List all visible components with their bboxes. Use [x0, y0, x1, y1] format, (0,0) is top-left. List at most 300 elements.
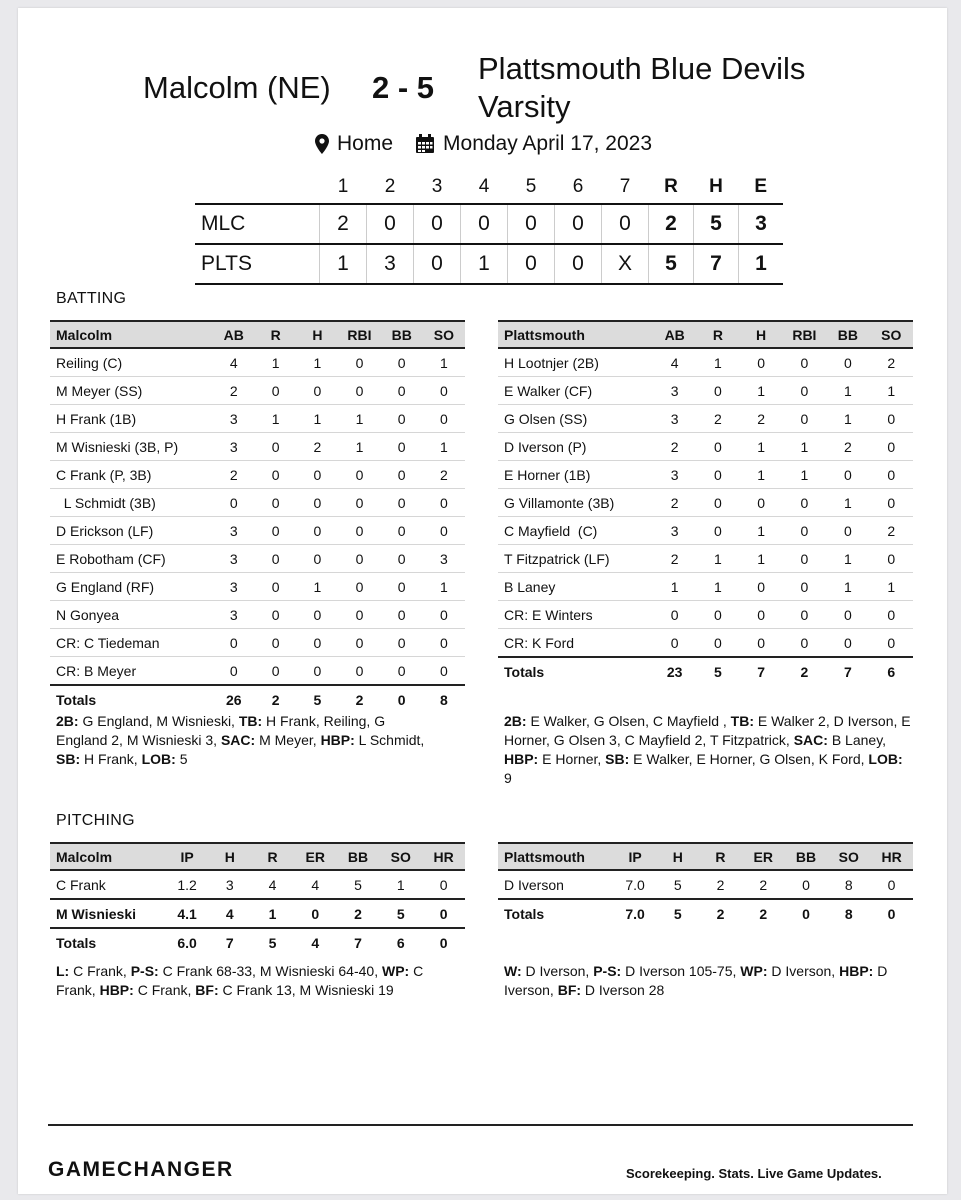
- player-name: E Walker (CF): [498, 377, 653, 405]
- stat-value: 0: [740, 489, 783, 517]
- stat-column-header: ER: [294, 843, 337, 870]
- stat-value: 0: [783, 545, 826, 573]
- totals-value: 2: [699, 899, 742, 927]
- stat-value: 0: [826, 461, 869, 489]
- totals-value: 23: [653, 657, 696, 685]
- stat-column-header: H: [740, 321, 783, 348]
- note-text: E Walker, G Olsen, C Mayfield ,: [526, 713, 731, 729]
- player-row: [50, 348, 465, 377]
- line-score-team: PLTS: [201, 252, 252, 275]
- stat-value: 0: [870, 601, 913, 629]
- stat-value: 0: [381, 573, 423, 601]
- stat-value: 1: [783, 461, 826, 489]
- stat-value: 2: [653, 545, 696, 573]
- stat-value: 0: [338, 461, 380, 489]
- stat-value: 0: [255, 517, 297, 545]
- stat-value: 0: [255, 433, 297, 461]
- player-row: [50, 899, 465, 928]
- note-label: P-S:: [130, 963, 159, 979]
- player-name: CR: B Meyer: [50, 657, 213, 686]
- stat-value: 3: [653, 377, 696, 405]
- stat-column-header: BB: [785, 843, 828, 870]
- player-name: G Olsen (SS): [498, 405, 653, 433]
- player-name: D Erickson (LF): [50, 517, 213, 545]
- player-row: [498, 517, 913, 545]
- stat-column-header: IP: [166, 843, 209, 870]
- note-label: HBP:: [320, 732, 355, 748]
- stat-column-header: SO: [379, 843, 422, 870]
- stat-value: 0: [826, 629, 869, 658]
- game-date: Monday April 17, 2023: [443, 132, 653, 155]
- stat-value: 0: [338, 657, 380, 686]
- stat-header-row: [50, 843, 465, 870]
- batting-notes-home: [504, 712, 914, 788]
- inning-score: 0: [414, 244, 461, 284]
- totals-label: Totals: [498, 899, 614, 927]
- stat-value: 1: [826, 573, 869, 601]
- stat-value: 0: [255, 461, 297, 489]
- note-text: H Frank, Reiling, G England 2, M Wisnieski 3,: [56, 713, 386, 748]
- stat-value: 3: [653, 517, 696, 545]
- note-text: C Frank 68-33, M Wisnieski 64-40,: [158, 963, 382, 979]
- totals-value: 2: [783, 657, 826, 685]
- totals-value: 0: [381, 685, 423, 713]
- stat-value: 2: [742, 870, 785, 899]
- inning-score: 0: [555, 204, 602, 244]
- stat-column-header: RBI: [338, 321, 380, 348]
- note-label: BF:: [195, 982, 219, 998]
- batting-table-away: [50, 320, 465, 713]
- stat-value: 0: [783, 377, 826, 405]
- line-score-header: [195, 170, 783, 204]
- player-name: M Wisnieski (3B, P): [50, 433, 213, 461]
- note-text: C Frank,: [69, 963, 131, 979]
- footer-tagline: Scorekeeping. Stats. Live Game Updates.: [626, 1166, 882, 1181]
- note-label: HBP:: [504, 751, 539, 767]
- player-name: L Schmidt (3B): [50, 489, 213, 517]
- stat-value: 4: [653, 348, 696, 377]
- note-text: E Walker 2, D Iverson, E Horner, G Olsen 3, C Mayfield 2, T Fitzpatrick,: [504, 713, 911, 748]
- player-row: [50, 573, 465, 601]
- stat-value: 0: [826, 517, 869, 545]
- player-row: [498, 870, 913, 899]
- stat-value: 1: [826, 405, 869, 433]
- stat-value: 0: [381, 405, 423, 433]
- note-label: WP:: [381, 963, 410, 979]
- note-text: C Frank 13, M Wisnieski 19: [218, 982, 394, 998]
- stat-value: 1: [297, 348, 339, 377]
- stat-value: 1: [423, 348, 465, 377]
- pitching-section-title: PITCHING: [56, 812, 135, 829]
- line-score-table: [195, 170, 783, 285]
- totals-value: 7.0: [614, 899, 657, 927]
- stat-column-header: BB: [381, 321, 423, 348]
- player-row: [498, 545, 913, 573]
- batting-table-home: [498, 320, 913, 685]
- player-name: M Wisnieski: [50, 899, 166, 928]
- runs-header: R: [664, 175, 678, 197]
- stat-value: 0: [381, 657, 423, 686]
- inning-score: 0: [508, 204, 555, 244]
- player-name: E Robotham (CF): [50, 545, 213, 573]
- player-row: [50, 461, 465, 489]
- stat-value: 0: [696, 377, 739, 405]
- footer-divider: [48, 1124, 913, 1126]
- player-name: C Frank (P, 3B): [50, 461, 213, 489]
- player-name: B Laney: [498, 573, 653, 601]
- note-text: L Schmidt,: [354, 732, 425, 748]
- stat-value: 2: [699, 870, 742, 899]
- stat-value: 0: [297, 601, 339, 629]
- map-pin-icon: [315, 134, 329, 154]
- note-label: W:: [504, 963, 522, 979]
- player-row: [50, 629, 465, 657]
- stat-value: 0: [338, 545, 380, 573]
- note-text: D Iverson 28: [581, 982, 665, 998]
- line-score-total: 1: [739, 244, 784, 284]
- stat-value: 1: [740, 517, 783, 545]
- player-row: [50, 377, 465, 405]
- stat-value: 0: [381, 348, 423, 377]
- player-row: [498, 348, 913, 377]
- inning-score: 0: [555, 244, 602, 284]
- note-text: E Horner,: [538, 751, 606, 767]
- player-row: [498, 461, 913, 489]
- stat-value: 0: [294, 899, 337, 928]
- stat-value: 0: [213, 629, 255, 657]
- team-column-header: Malcolm: [50, 321, 213, 348]
- player-row: [498, 573, 913, 601]
- stat-value: 0: [381, 517, 423, 545]
- line-score-row: [195, 204, 783, 244]
- inning-score: 0: [367, 204, 414, 244]
- stat-column-header: BB: [826, 321, 869, 348]
- player-name: T Fitzpatrick (LF): [498, 545, 653, 573]
- inning-header: 7: [619, 175, 631, 197]
- team-column-header: Malcolm: [50, 843, 166, 870]
- totals-value: 8: [423, 685, 465, 713]
- stat-value: 0: [213, 489, 255, 517]
- totals-value: 7: [337, 928, 380, 956]
- stat-value: 0: [381, 377, 423, 405]
- stat-value: 0: [696, 433, 739, 461]
- stat-value: 3: [653, 461, 696, 489]
- player-name: CR: E Winters: [498, 601, 653, 629]
- stat-column-header: ER: [742, 843, 785, 870]
- boxscore-sheet: [18, 8, 947, 1194]
- player-row: [50, 545, 465, 573]
- player-row: [50, 405, 465, 433]
- stat-value: 1: [423, 433, 465, 461]
- stat-value: 0: [783, 629, 826, 658]
- stat-value: 0: [783, 489, 826, 517]
- totals-value: 6.0: [166, 928, 209, 956]
- stat-value: 1: [255, 348, 297, 377]
- stat-column-header: SO: [870, 321, 913, 348]
- stat-value: 0: [381, 489, 423, 517]
- stat-value: 0: [870, 629, 913, 658]
- stat-value: 1: [251, 899, 294, 928]
- stat-column-header: HR: [870, 843, 913, 870]
- stat-value: 0: [653, 601, 696, 629]
- stat-value: 0: [423, 377, 465, 405]
- note-label: HBP:: [839, 963, 874, 979]
- player-row: [50, 601, 465, 629]
- player-name: C Frank: [50, 870, 166, 899]
- note-label: TB:: [238, 713, 263, 729]
- stat-value: 3: [213, 601, 255, 629]
- stat-value: 3: [423, 545, 465, 573]
- stat-value: 0: [297, 517, 339, 545]
- stat-value: 2: [297, 433, 339, 461]
- line-score-total: 5: [649, 244, 694, 284]
- stat-value: 1: [696, 573, 739, 601]
- stat-value: 0: [255, 657, 297, 686]
- player-name: H Lootnjer (2B): [498, 348, 653, 377]
- totals-value: 5: [696, 657, 739, 685]
- stat-value: 0: [338, 377, 380, 405]
- stat-value: 1: [696, 545, 739, 573]
- stat-value: 1: [740, 461, 783, 489]
- note-label: TB:: [730, 713, 754, 729]
- inning-score: 2: [320, 204, 367, 244]
- inning-header: 3: [431, 175, 443, 197]
- stat-value: 0: [338, 573, 380, 601]
- note-label: 2B:: [504, 713, 527, 729]
- totals-value: 7: [826, 657, 869, 685]
- note-label: P-S:: [593, 963, 622, 979]
- note-label: LOB:: [141, 751, 176, 767]
- stat-column-header: RBI: [783, 321, 826, 348]
- totals-value: 5: [297, 685, 339, 713]
- note-text: C Frank,: [133, 982, 196, 998]
- stat-value: 2: [213, 461, 255, 489]
- player-name: CR: K Ford: [498, 629, 653, 658]
- totals-value: 7: [740, 657, 783, 685]
- player-name: Reiling (C): [50, 348, 213, 377]
- stat-value: 2: [826, 433, 869, 461]
- home-team-name: Plattsmouth Blue Devils Varsity: [478, 51, 806, 124]
- stat-value: 0: [381, 601, 423, 629]
- stat-value: 5: [337, 870, 380, 899]
- player-name: C Mayfield (C): [498, 517, 653, 545]
- totals-value: 5: [656, 899, 699, 927]
- stat-value: 1: [870, 573, 913, 601]
- team-column-header: Plattsmouth: [498, 321, 653, 348]
- stat-value: 0: [870, 461, 913, 489]
- player-row: [498, 489, 913, 517]
- stat-value: 1: [297, 573, 339, 601]
- note-text: M Meyer,: [255, 732, 321, 748]
- stat-column-header: BB: [337, 843, 380, 870]
- stat-column-header: R: [696, 321, 739, 348]
- stat-column-header: H: [656, 843, 699, 870]
- stat-value: 1: [297, 405, 339, 433]
- note-label: L:: [56, 963, 70, 979]
- location-text: Home: [337, 132, 394, 155]
- pitching-notes-away: [56, 962, 446, 1000]
- totals-value: 6: [870, 657, 913, 685]
- note-text: B Laney,: [827, 732, 887, 748]
- stat-value: 0: [785, 870, 828, 899]
- stat-value: 0: [826, 601, 869, 629]
- stat-value: 1: [379, 870, 422, 899]
- stat-value: 5: [656, 870, 699, 899]
- stat-value: 0: [255, 545, 297, 573]
- stat-value: 0: [338, 348, 380, 377]
- stat-value: 0: [870, 489, 913, 517]
- line-score-total: 3: [739, 204, 784, 244]
- player-row: [50, 433, 465, 461]
- stat-value: 1: [740, 545, 783, 573]
- stat-value: 1: [696, 348, 739, 377]
- stat-value: 2: [696, 405, 739, 433]
- stat-value: 0: [255, 377, 297, 405]
- player-name: E Horner (1B): [498, 461, 653, 489]
- inning-score: 1: [461, 244, 508, 284]
- note-text: D Iverson 105-75,: [621, 963, 741, 979]
- stat-value: 1: [783, 433, 826, 461]
- totals-value: 6: [379, 928, 422, 956]
- stat-value: 0: [381, 545, 423, 573]
- stat-value: 3: [653, 405, 696, 433]
- stat-value: 0: [423, 657, 465, 686]
- stat-value: 1: [826, 377, 869, 405]
- stat-column-header: R: [251, 843, 294, 870]
- stat-value: 0: [423, 405, 465, 433]
- stat-value: 0: [740, 348, 783, 377]
- stat-value: 0: [338, 489, 380, 517]
- inning-score: 3: [367, 244, 414, 284]
- stat-value: 2: [423, 461, 465, 489]
- player-row: [498, 601, 913, 629]
- stat-value: 0: [696, 601, 739, 629]
- errors-header: E: [754, 175, 768, 197]
- stat-value: 0: [422, 899, 465, 928]
- player-name: D Iverson (P): [498, 433, 653, 461]
- totals-label: Totals: [50, 685, 213, 713]
- stat-value: 2: [653, 433, 696, 461]
- stat-column-header: SO: [827, 843, 870, 870]
- final-score: 2 - 5: [372, 70, 435, 105]
- note-label: SAC:: [793, 732, 828, 748]
- player-name: D Iverson: [498, 870, 614, 899]
- player-row: [50, 870, 465, 899]
- stat-value: 5: [379, 899, 422, 928]
- stat-value: 3: [213, 405, 255, 433]
- stat-value: 0: [255, 489, 297, 517]
- stat-value: 0: [653, 629, 696, 658]
- stat-value: 2: [740, 405, 783, 433]
- stat-value: 2: [337, 899, 380, 928]
- gamechanger-logo: GAMECHANGER: [48, 1158, 234, 1181]
- note-text: E Walker, E Horner, G Olsen, K Ford,: [629, 751, 869, 767]
- note-label: LOB:: [868, 751, 903, 767]
- stat-value: 0: [423, 601, 465, 629]
- note-text: D Iverson,: [767, 963, 840, 979]
- totals-value: 2: [255, 685, 297, 713]
- note-label: SAC:: [220, 732, 256, 748]
- stat-value: 0: [297, 377, 339, 405]
- stat-value: 1: [740, 377, 783, 405]
- inning-header: 4: [478, 175, 490, 197]
- stat-value: 0: [783, 348, 826, 377]
- stat-value: 0: [696, 489, 739, 517]
- stat-value: 0: [338, 601, 380, 629]
- stat-value: 1: [870, 377, 913, 405]
- inning-header: 6: [572, 175, 584, 197]
- stat-value: 0: [255, 601, 297, 629]
- totals-row: [498, 657, 913, 685]
- totals-value: 8: [827, 899, 870, 927]
- stat-value: 1: [255, 405, 297, 433]
- stat-value: 1: [423, 573, 465, 601]
- inning-score: 1: [320, 244, 367, 284]
- stat-value: 1: [338, 405, 380, 433]
- totals-value: 5: [251, 928, 294, 956]
- player-row: [50, 657, 465, 686]
- player-row: [498, 405, 913, 433]
- note-text: D Iverson,: [504, 963, 888, 998]
- note-label: HBP:: [99, 982, 134, 998]
- player-name: M Meyer (SS): [50, 377, 213, 405]
- stat-value: 0: [870, 433, 913, 461]
- inning-score: X: [602, 244, 649, 284]
- note-label: SB:: [56, 751, 81, 767]
- stat-value: 1: [338, 433, 380, 461]
- stat-value: 4: [251, 870, 294, 899]
- inning-score: 0: [414, 204, 461, 244]
- stat-column-header: IP: [614, 843, 657, 870]
- totals-value: 7: [208, 928, 251, 956]
- stat-value: 0: [213, 657, 255, 686]
- stat-value: 0: [696, 517, 739, 545]
- totals-label: Totals: [498, 657, 653, 685]
- stat-value: 1: [740, 433, 783, 461]
- stat-value: 0: [870, 405, 913, 433]
- stat-value: 1.2: [166, 870, 209, 899]
- stat-column-header: H: [297, 321, 339, 348]
- line-score-total: 5: [694, 204, 739, 244]
- stat-value: 0: [740, 629, 783, 658]
- stat-value: 0: [381, 629, 423, 657]
- player-row: [498, 629, 913, 658]
- stat-value: 4: [294, 870, 337, 899]
- stat-value: 3: [213, 573, 255, 601]
- note-label: SB:: [605, 751, 630, 767]
- player-name: H Frank (1B): [50, 405, 213, 433]
- stat-column-header: AB: [213, 321, 255, 348]
- player-name: G England (RF): [50, 573, 213, 601]
- stat-value: 0: [297, 461, 339, 489]
- line-score-total: 7: [694, 244, 739, 284]
- stat-value: 0: [423, 489, 465, 517]
- player-name: G Villamonte (3B): [498, 489, 653, 517]
- stat-column-header: R: [699, 843, 742, 870]
- totals-value: 2: [338, 685, 380, 713]
- stat-value: 8: [827, 870, 870, 899]
- note-text: D Iverson,: [521, 963, 594, 979]
- stat-value: 0: [783, 405, 826, 433]
- line-score-total: 2: [649, 204, 694, 244]
- stat-value: 2: [653, 489, 696, 517]
- totals-value: 0: [785, 899, 828, 927]
- stat-column-header: SO: [423, 321, 465, 348]
- pitching-table-away: [50, 842, 465, 956]
- inning-header: 2: [384, 175, 396, 197]
- note-text: 9: [504, 770, 512, 786]
- game-meta: [315, 132, 652, 156]
